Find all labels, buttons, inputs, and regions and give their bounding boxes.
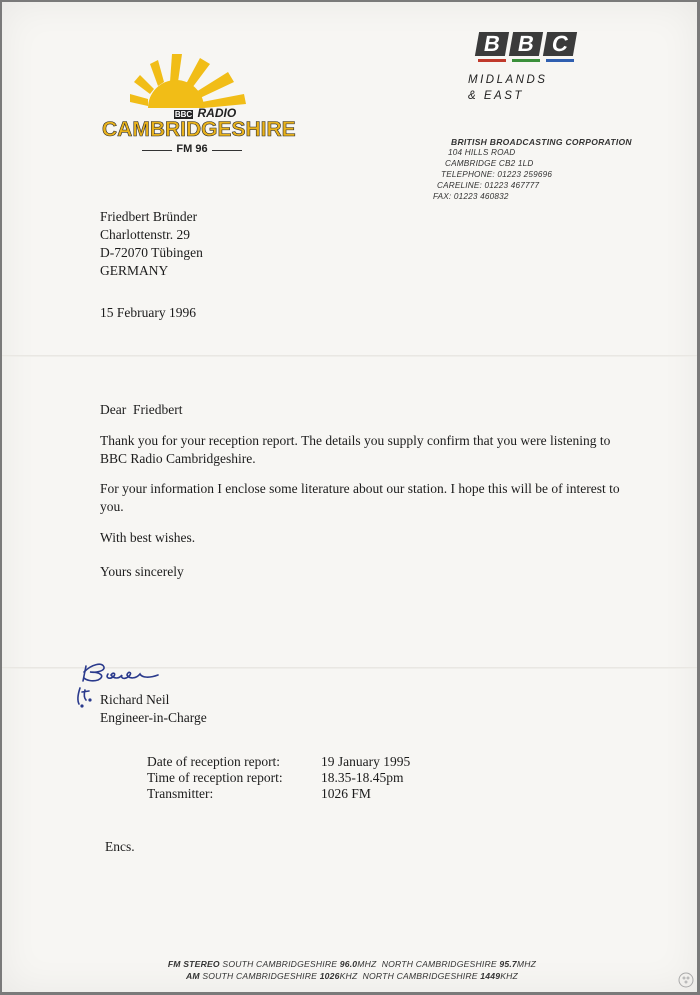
reception-value: 19 January 1995 xyxy=(321,754,411,769)
address-line: FAX: 01223 460832 xyxy=(433,192,509,201)
recipient-line: Charlottenstr. 29 xyxy=(100,227,190,242)
letter-page xyxy=(2,2,697,992)
frequency-value: 1449 xyxy=(480,971,501,981)
region-name xyxy=(468,72,547,104)
area-label: SOUTH CAMBRIDGESHIRE xyxy=(202,971,318,981)
letter-date: 15 February 1996 xyxy=(100,305,196,320)
address-line: CARELINE: 01223 467777 xyxy=(437,181,540,190)
bbc-green-stripe xyxy=(512,59,540,62)
reception-row xyxy=(147,770,410,786)
band-label: FM STEREO xyxy=(167,959,220,969)
reception-label: Transmitter: xyxy=(147,786,214,801)
reception-label: Date of reception report: xyxy=(147,754,281,769)
area-label: NORTH CAMBRIDGESHIRE xyxy=(362,971,478,981)
frequency-value: 96.0 xyxy=(339,959,358,969)
bbc-letter-block: C xyxy=(543,32,577,56)
sunrise-icon xyxy=(128,42,258,108)
area-label: SOUTH CAMBRIDGESHIRE xyxy=(222,959,338,969)
reception-label: Time of reception report: xyxy=(147,770,283,785)
corporation-address xyxy=(432,137,632,202)
radio-cambridgeshire-logo xyxy=(102,42,296,160)
address-line: CAMBRIDGE CB2 1LD xyxy=(445,159,534,168)
enclosures-note: Encs. xyxy=(105,839,135,854)
body-paragraph: Thank you for your reception report. The details you supply confirm that you were listening to BBC Radio Cambridgeshire. xyxy=(100,433,611,466)
region-line: MIDLANDS xyxy=(468,74,548,86)
address-line: 104 HILLS ROAD xyxy=(448,148,516,157)
area-label: NORTH CAMBRIDGESHIRE xyxy=(381,959,497,969)
frequency-footer xyxy=(2,958,697,982)
bbc-letter-block: B xyxy=(475,32,509,56)
reception-value: 1026 FM xyxy=(321,786,371,801)
radio-word: RADIO xyxy=(197,106,237,120)
recipient-line: Friedbert Bründer xyxy=(100,209,198,224)
body-paragraph: For your information I enclose some literature about our station. I hope this will be of interest to you. xyxy=(100,481,620,514)
signer-block xyxy=(100,691,207,727)
signer-name: Richard Neil xyxy=(100,692,170,707)
band-label: AM xyxy=(185,971,200,981)
frequency-value: 1026 xyxy=(319,971,340,981)
bbc-blue-stripe xyxy=(546,59,574,62)
reception-details xyxy=(147,754,410,802)
frequency-unit: MHZ xyxy=(357,959,377,969)
frequency-unit: KHZ xyxy=(500,971,519,981)
reception-row xyxy=(147,754,410,770)
frequency-value: 95.7 xyxy=(499,959,517,969)
best-wishes: With best wishes. xyxy=(100,530,196,545)
region-line: & EAST xyxy=(468,90,524,102)
bbc-letter-block: B xyxy=(509,32,543,56)
fold-line xyxy=(2,355,697,357)
frequency-unit: MHZ xyxy=(516,959,537,969)
corner-mark-icon xyxy=(678,972,694,988)
bbc-logo xyxy=(477,32,575,56)
fm-frequency: FM 96 xyxy=(142,143,242,155)
reception-value: 18.35-18.45pm xyxy=(321,770,404,785)
recipient-address xyxy=(100,208,203,280)
frequency-unit: KHZ xyxy=(339,971,358,981)
recipient-line: D-72070 Tübingen xyxy=(100,245,203,260)
bbc-red-stripe xyxy=(478,59,506,62)
corporation-name: BRITISH BROADCASTING CORPORATION xyxy=(451,137,632,147)
reception-row xyxy=(147,786,410,802)
address-line: TELEPHONE: 01223 259696 xyxy=(441,170,553,179)
station-name: CAMBRIDGESHIRE xyxy=(102,118,296,141)
footer-line-fm xyxy=(2,958,697,970)
bbc-mini-logo: BBC xyxy=(174,110,193,119)
closing: Yours sincerely xyxy=(100,564,184,579)
signer-title: Engineer-in-Charge xyxy=(100,710,207,725)
footer-line-am xyxy=(2,970,697,982)
salutation: Dear Friedbert xyxy=(100,402,183,417)
recipient-line: GERMANY xyxy=(100,263,169,278)
